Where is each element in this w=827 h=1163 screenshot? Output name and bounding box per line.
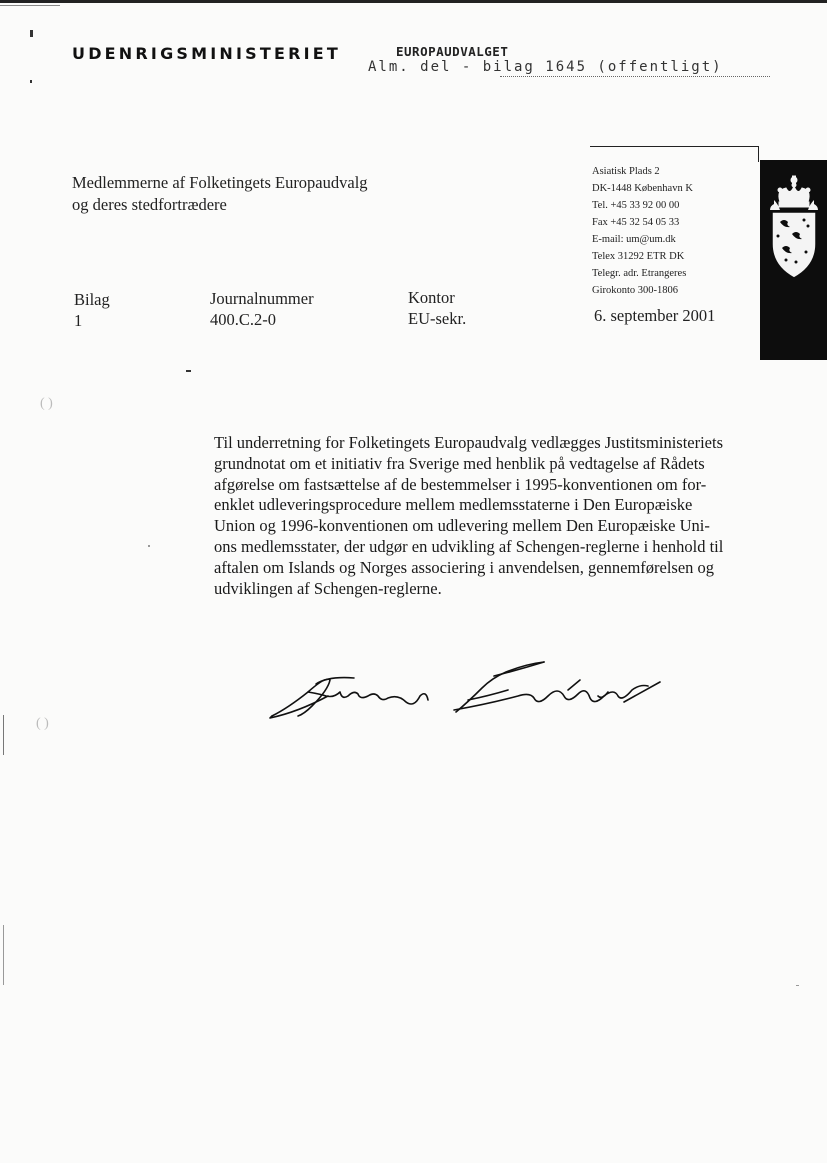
body-line: udviklingen af Schengen-reglerne. (214, 578, 442, 598)
scan-margin-mark (30, 80, 32, 83)
body-line: aftalen om Islands og Norges associering i anvendelsen, gennemførelsen og (214, 557, 715, 577)
ministry-heading: UDENRIGSMINISTERIET (72, 44, 342, 63)
address-line: DK-1448 København K (592, 183, 693, 194)
scan-dash-mark (186, 370, 191, 372)
bilag-value: 1 (74, 311, 83, 330)
body-line: grundnotat om et initiativ fra Sverige med henblik på vedtagelse af Rådets (214, 453, 705, 473)
scan-speck (148, 545, 150, 547)
address-line: Girokonto 300-1806 (592, 285, 679, 296)
address-rule (590, 146, 758, 147)
top-scan-border-fragment (0, 5, 60, 6)
punch-hole-mark: ( ) (40, 396, 53, 411)
body-line: ons medlemsstater, der udgør en udvikling af Schengen-reglerne i henhold til (214, 536, 724, 556)
sender-address (592, 163, 693, 299)
handwritten-signature-icon (268, 656, 668, 726)
body-line: enklet udleveringsprocedure mellem medlemsstaterne i Den Europæiske (214, 495, 693, 515)
address-line: E-mail: um@um.dk (592, 234, 676, 245)
body-line: Til underretning for Folketingets Europaudvalg vedlægges Justitsministeriets (214, 433, 724, 452)
top-scan-border (0, 0, 827, 3)
royal-crest-icon (768, 174, 820, 284)
kontor-label: Kontor (408, 288, 455, 307)
scan-margin-mark (3, 925, 4, 985)
address-line: Tel. +45 33 92 00 00 (592, 200, 680, 211)
kontor-value: EU-sekr. (408, 309, 467, 328)
address-line: Asiatisk Plads 2 (592, 166, 660, 177)
scan-margin-mark (3, 715, 4, 755)
committee-stamp: EUROPAUDVALGET (396, 44, 509, 59)
address-line: Telegr. adr. Etrangeres (592, 268, 687, 279)
punch-hole-mark: ( ) (36, 716, 49, 731)
journal-label: Journalnummer (210, 289, 314, 308)
reference-stamp: Alm. del - bilag 1645 (offentligt) (368, 59, 723, 75)
recipient-line: Medlemmerne af Folketingets Europaudvalg (72, 173, 368, 192)
letter-body (214, 433, 774, 599)
scan-margin-mark (30, 30, 33, 37)
letter-date: 6. september 2001 (594, 306, 716, 325)
stamp-underline (500, 76, 770, 77)
recipient-block (72, 172, 368, 216)
recipient-line: og deres stedfortrædere (72, 195, 227, 214)
journal-value: 400.C.2-0 (210, 310, 276, 329)
crest-band (760, 160, 827, 360)
address-line: Telex 31292 ETR DK (592, 251, 685, 262)
address-line: Fax +45 32 54 05 33 (592, 217, 680, 228)
scan-speck (796, 985, 799, 986)
body-line: Union og 1996-konventionen om udlevering mellem Den Europæiske Uni- (214, 516, 710, 536)
body-line: afgørelse om fastsættelse af de bestemmelser i 1995-konventionen om for- (214, 474, 707, 494)
address-rule-tick (758, 146, 759, 162)
bilag-label: Bilag (74, 290, 110, 309)
